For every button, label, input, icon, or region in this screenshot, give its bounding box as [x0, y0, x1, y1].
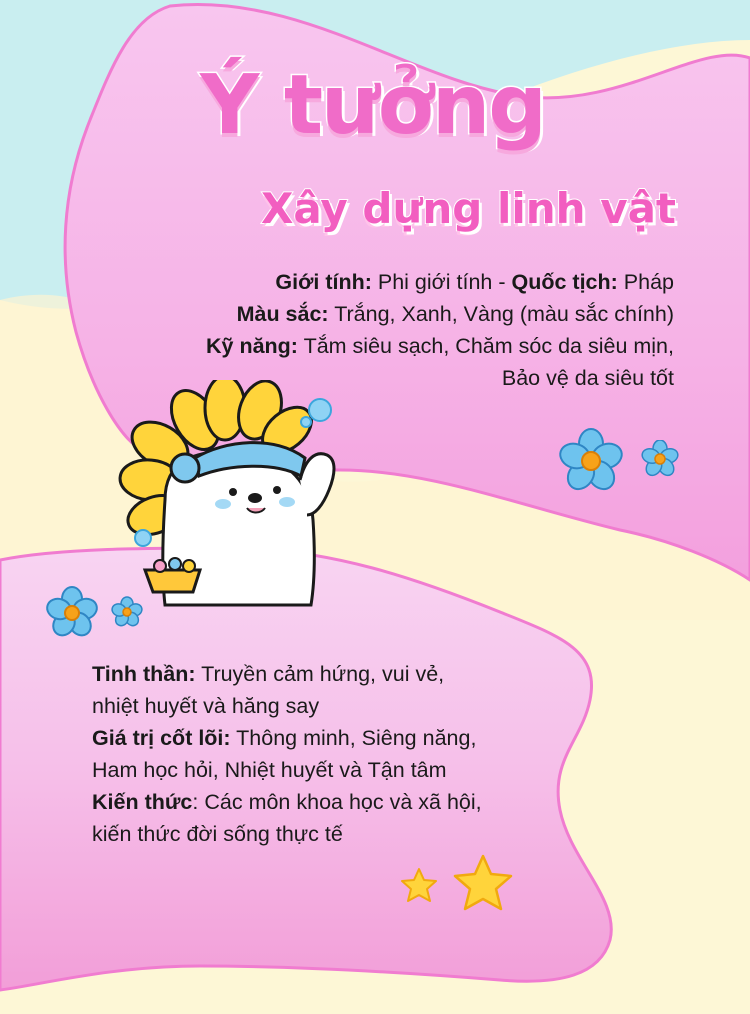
- spirit-value-2: nhiệt huyết và hăng say: [92, 694, 320, 718]
- flower-icon: [640, 440, 680, 478]
- gender-value: Phi giới tính: [377, 270, 493, 294]
- spirit-line: [92, 658, 562, 690]
- colors-line: [154, 298, 674, 330]
- nationality-label: Quốc tịch:: [511, 270, 618, 294]
- flower-icon: [110, 596, 144, 628]
- knowledge-value-2: kiến thức đời sống thực tế: [92, 822, 343, 846]
- core-values-value-2: Ham học hỏi, Nhiệt huyết và Tận tâm: [92, 758, 447, 782]
- spirit-value-1: Truyền cảm hứng, vui vẻ,: [201, 662, 445, 686]
- page-title: Ý tưởng: [200, 58, 545, 153]
- knowledge-colon: :: [192, 790, 199, 814]
- separator: -: [492, 270, 512, 294]
- core-values-value-1: Thông minh, Siêng năng,: [236, 726, 477, 750]
- colors-label: Màu sắc:: [236, 302, 329, 326]
- skills-line: [154, 330, 674, 362]
- gender-nationality-line: [154, 266, 674, 298]
- gender-label: Giới tính:: [275, 270, 372, 294]
- skills-value-2: Bảo vệ da siêu tốt: [501, 366, 674, 390]
- star-icon: [398, 866, 440, 906]
- skills-label: Kỹ năng:: [205, 334, 298, 358]
- bubble-icon: [298, 392, 338, 432]
- page-subtitle: Xây dựng linh vật: [261, 184, 676, 233]
- flower-icon: [44, 586, 100, 640]
- knowledge-line: [92, 786, 562, 818]
- spirit-label: Tinh thần:: [92, 662, 196, 686]
- knowledge-value-1: Các môn khoa học và xã hội,: [204, 790, 482, 814]
- colors-value: Trắng, Xanh, Vàng (màu sắc chính): [334, 302, 674, 326]
- traits-block: [92, 658, 562, 850]
- bubble-icon: [128, 524, 158, 554]
- skills-value-1: Tắm siêu sạch, Chăm sóc da siêu mịn,: [303, 334, 674, 358]
- flower-icon: [556, 428, 626, 494]
- profile-block: [154, 266, 674, 394]
- nationality-value: Pháp: [623, 270, 674, 294]
- knowledge-label: Kiến thức: [92, 790, 193, 814]
- core-values-line: [92, 722, 562, 754]
- core-values-label: Giá trị cốt lõi:: [92, 726, 231, 750]
- star-icon: [450, 852, 516, 916]
